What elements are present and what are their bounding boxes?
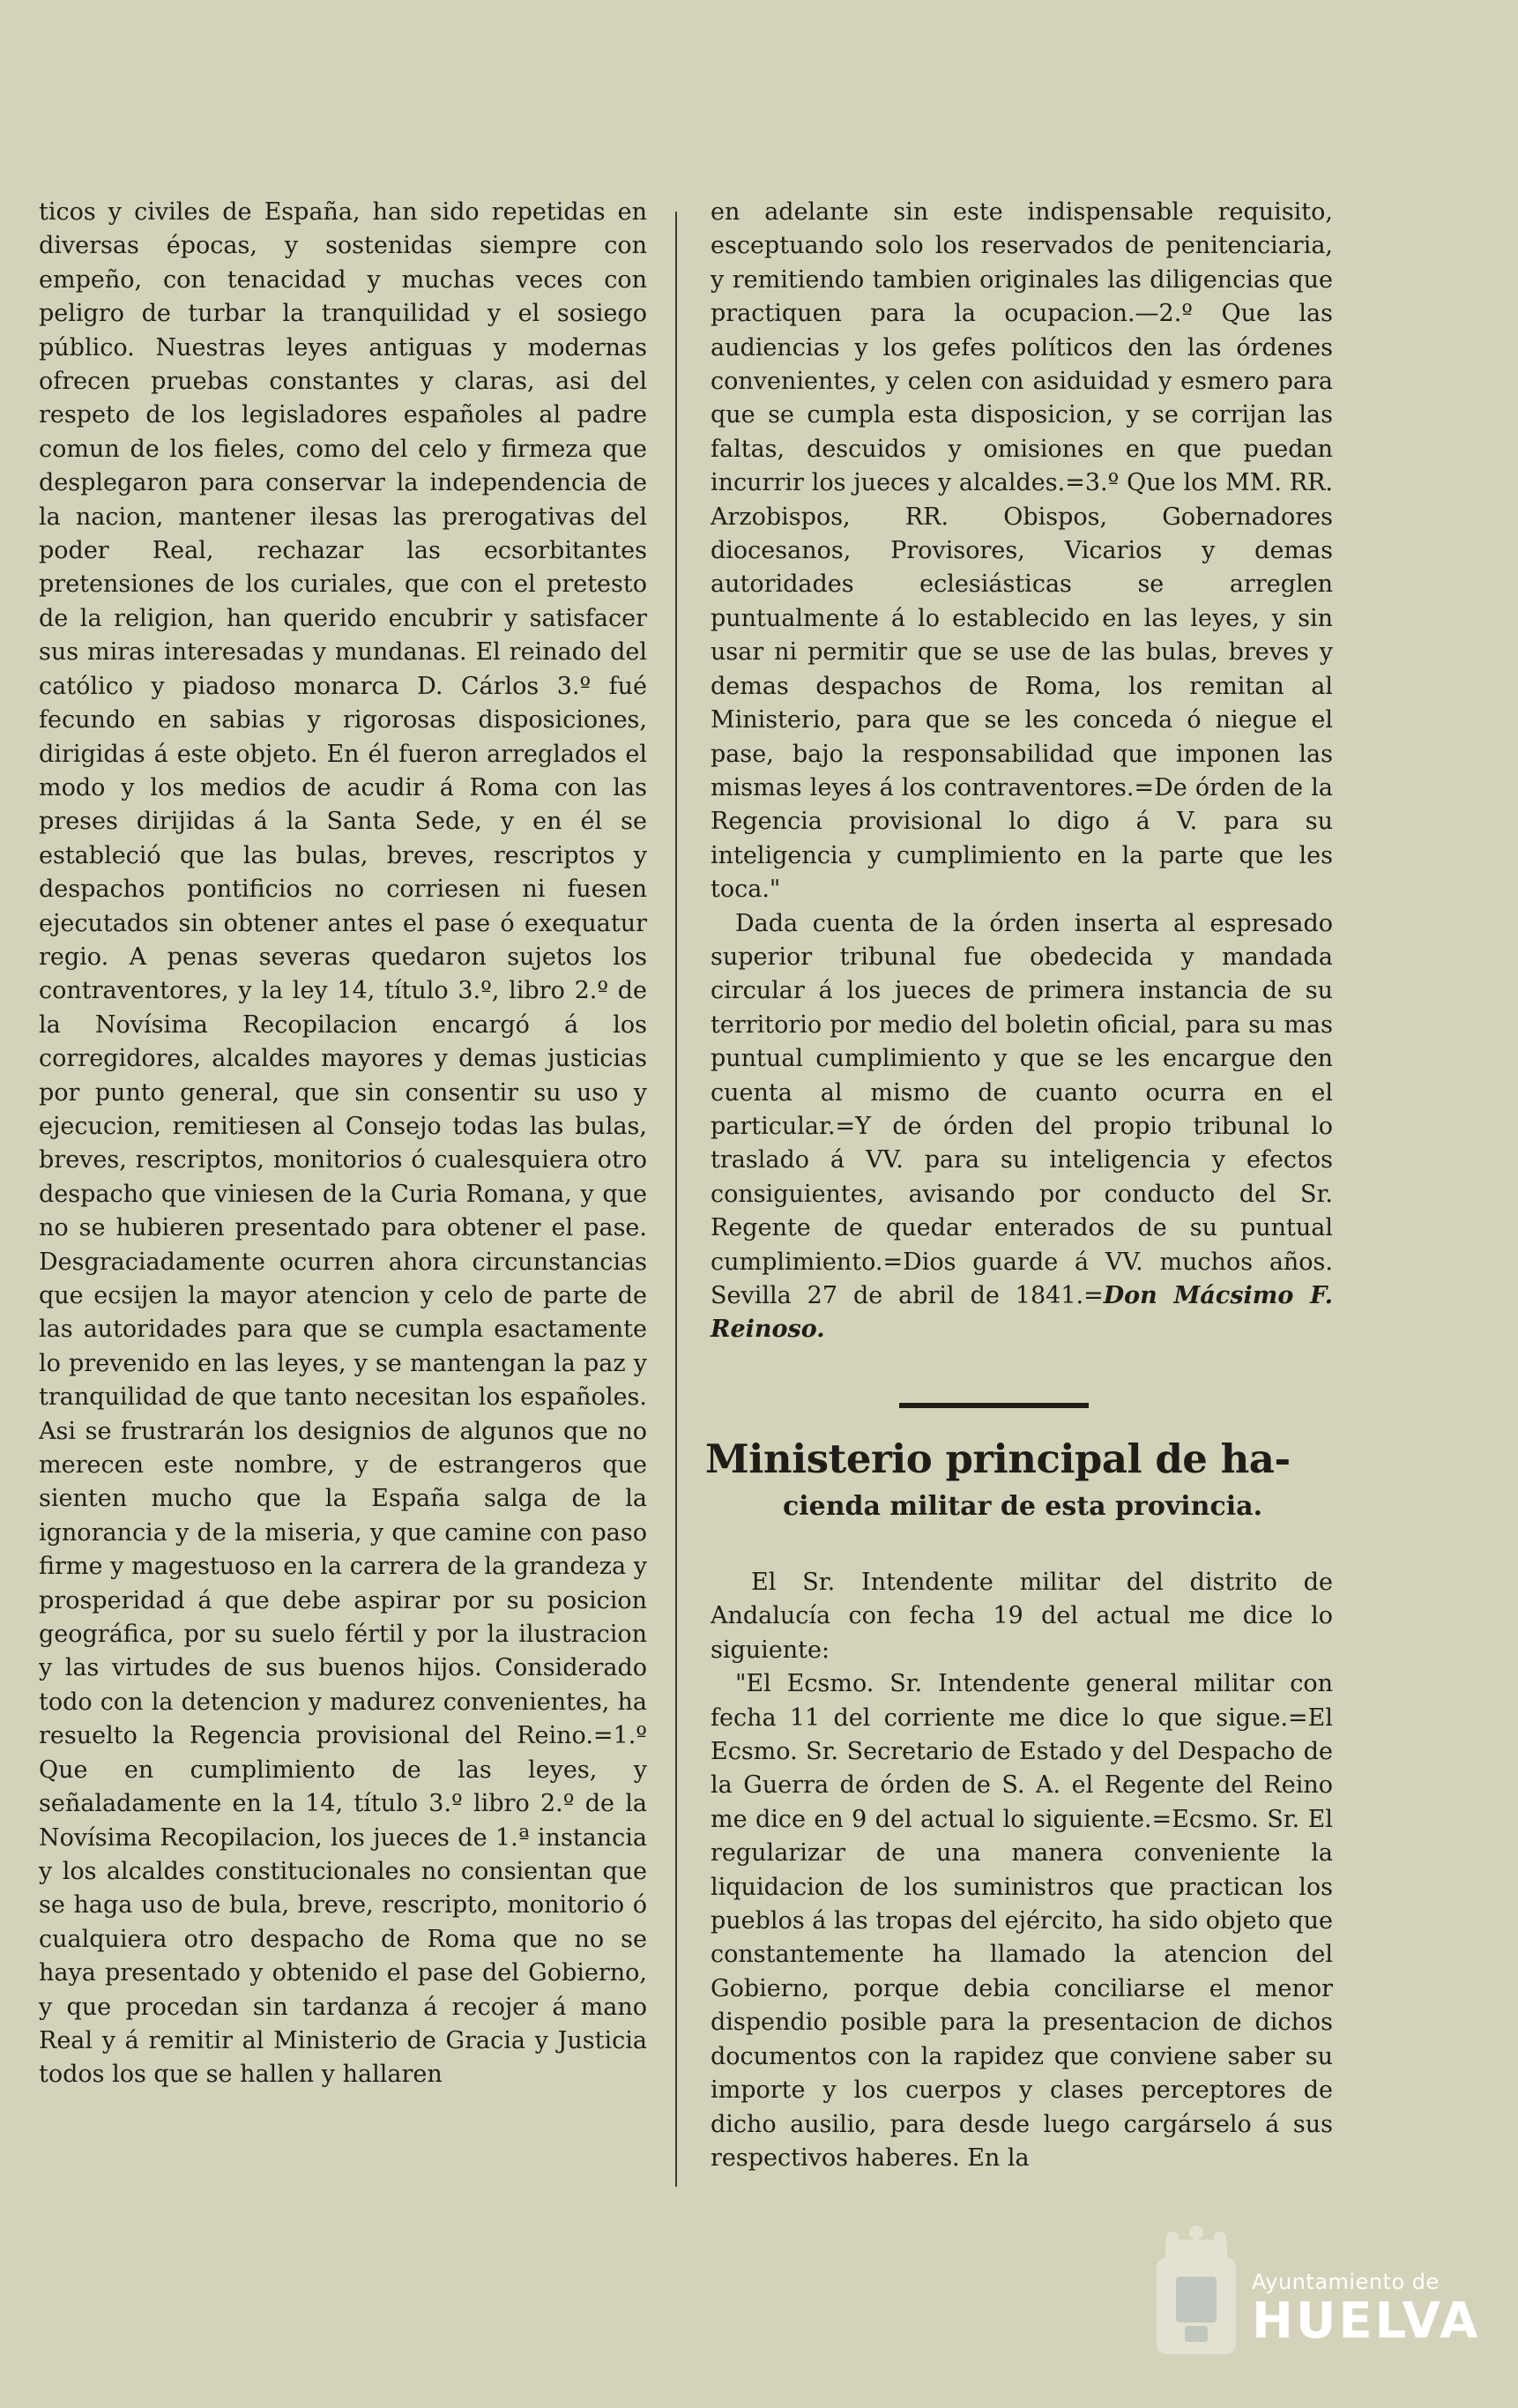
section-divider	[899, 1403, 1089, 1408]
section-body	[711, 1566, 1333, 2175]
section-paragraph-2: "El Ecsmo. Sr. Intendente general militar con fecha 11 del corriente me dice lo que sigue.=El Ecsmo. Sr. Secretario de Estado y del Despacho de la Guerra de órden de S. A. el Regente del Reino me dice en 9 del actual lo siguiente.=Ecsmo. Sr. El regularizar de una manera conveniente la liquidacion de los suministros que practican los pueblos á las tropas del ejército, ha sido objeto que constantemente ha llamado la atencion del Gobierno, porque debia conciliarse el menor dispendio posible para la presentacion de dichos documentos con la rapidez que conviene saber su importe y los cuerpos y clases perceptores de dicho ausilio, para desde luego cargárselo á sus respectivos haberes. En la	[711, 1670, 1333, 2172]
section-title: Ministerio principal de ha-	[705, 1435, 1291, 1482]
left-column	[39, 196, 647, 2092]
section-paragraph-1: El Sr. Intendente militar del distrito de Andalucía con fecha 19 del actual me dice lo siguiente:	[711, 1569, 1333, 1664]
paragraph-text: Dada cuenta de la órden inserta al espresado superior tribunal fue obedecida y mandada circular á los jueces de primera instancia de su territorio por medio del boletin oficial, para su mas puntual cumplimiento y que se les encargue den cuenta al mismo de cuanto ocurra en el particular.=Y de órden del propio tribunal lo traslado á VV. para su inteligencia y efectos consiguientes, avisando por conducto del Sr. Regente de quedar enterados de su puntual cumplimiento.=Dios guarde á VV. muchos años. Sevilla 27 de abril de 1841.=	[711, 909, 1333, 1309]
right-column	[711, 196, 1333, 1347]
column-divider	[675, 212, 677, 2187]
signature: Don Mácsimo F. Reinoso.	[711, 1282, 1333, 1344]
section-subtitle: cienda militar de esta provincia.	[782, 1491, 1263, 1522]
watermark-line-1: Ayuntamiento de	[1252, 2270, 1440, 2294]
left-column-paragraph: ticos y civiles de España, han sido repetidas en diversas épocas, y sostenidas siempre con empeño, con tenacidad y muchas veces con peligro de turbar la tranquilidad y el sosiego público. Nuestras leyes antiguas y modernas ofrecen pruebas constantes y claras, asi del respeto de los legisladores españoles al padre comun de los fieles, como del celo y firmeza que desplegaron para conservar la independencia de la nacion, mantener ilesas las prerogativas del poder Real, rechazar las ecsorbitantes pretensiones de los curiales, que con el pretesto de la religion, han querido encubrir y satisfacer sus miras interesadas y mundanas. El reinado del católico y piadoso monarca D. Cárlos 3.º fué fecundo en sabias y rigorosas disposiciones, dirigidas á este objeto. En él fueron arreglados el modo y los medios de acudir á Roma con las preses dirijidas á la Santa Sede, y en él se estableció que las bulas, breves, rescriptos y despachos pontificios no corriesen ni fuesen ejecutados sin obtener antes el pase ó exequatur regio. A penas severas quedaron sujetos los contraventores, y la ley 14, título 3.º, libro 2.º de la Novísima Recopilacion encargó á los corregidores, alcaldes mayores y demas justicias por punto general, que sin consentir su uso y ejecucion, remitiesen al Consejo todas las bulas, breves, rescriptos, monitorios ó cualesquiera otro despacho que viniesen de la Curia Romana, y que no se hubieren presentado para obtener el pase. Desgraciadamente ocurren ahora circunstancias que ecsijen la mayor atencion y celo de parte de las autoridades para que se cumpla esactamente lo prevenido en las leyes, y se mantengan la paz y tranquilidad de que tanto necesitan los españoles. Asi se frustrarán los designios de algunos que no merecen este nombre, y de estrangeros que sienten mucho que la España salga de la ignorancia y de la miseria, y que camine con paso firme y magestuoso en la carrera de la grandeza y prosperidad á que debe aspirar por su posicion geográfica, por su suelo fértil y por la ilustracion y las virtudes de sus buenos hijos. Considerado todo con la detencion y madurez convenientes, ha resuelto la Regencia provisional del Reino.=1.º Que en cumplimiento de las leyes, y señaladamente en la 14, título 3.º libro 2.º de la Novísima Recopilacion, los jueces de 1.ª instancia y los alcaldes constitucionales no consientan que se haga uso de bula, breve, rescripto, monitorio ó cualquiera otro despacho de Roma que no se haya presentado y obtenido el pase del Gobierno, y que procedan sin tardanza á recojer á mano Real y á remitir al Ministerio de Gracia y Justicia todos los que se hallen y hallaren	[39, 198, 647, 2089]
right-column-paragraph-2	[711, 907, 1333, 1347]
watermark-line-2: HUELVA	[1252, 2292, 1481, 2350]
right-column-paragraph-1: en adelante sin este indispensable requisito, esceptuando solo los reservados de penitenciaria, y remitiendo tambien originales las diligencias que practiquen para la ocupacion.—2.º Que las audiencias y los gefes políticos den las órdenes convenientes, y celen con asiduidad y esmero para que se cumpla esta disposicion, y se corrijan las faltas, descuidos y omisiones en que puedan incurrir los jueces y alcaldes.=3.º Que los MM. RR. Arzobispos, RR. Obispos, Gobernadores diocesanos, Provisores, Vicarios y demas autoridades eclesiásticas se arreglen puntualmente á lo establecido en las leyes, y sin usar ni permitir que se use de las bulas, breves y demas despachos de Roma, los remitan al Ministerio, para que se les conceda ó niegue el pase, bajo la responsabilidad que imponen las mismas leyes á los contraventores.=De órden de la Regencia provisional lo digo á V. para su inteligencia y cumplimiento en la parte que les toca."	[711, 198, 1333, 904]
